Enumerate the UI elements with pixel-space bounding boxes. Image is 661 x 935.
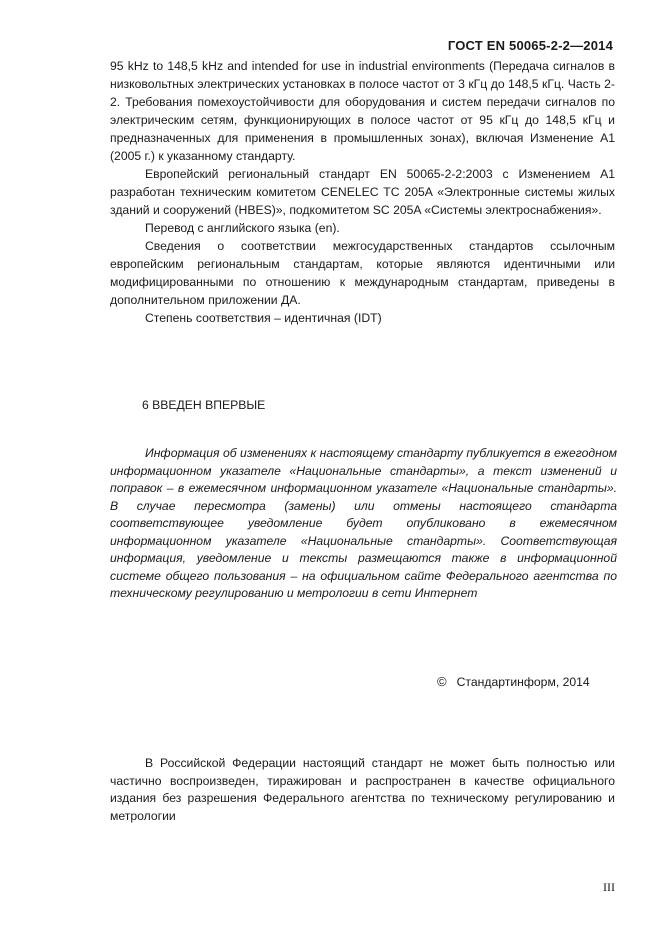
paragraph-translation: Перевод с английского языка (en). <box>145 221 340 235</box>
paragraph-correspondence: Сведения о соответствии межгосударственных стандартов ссылочным европейским региональным стандартам, которые являются идентичными или модифицированными по отношению к международным стандартам, приведены в дополнительном приложении ДА. <box>110 239 615 307</box>
paragraph-degree: Степень соответствия – идентичная (IDT) <box>145 311 382 325</box>
document-header: ГОСТ EN 50065-2-2—2014 <box>447 38 613 53</box>
copyright-text: Стандартинформ, 2014 <box>456 675 590 689</box>
paragraph-title-continuation: 95 kHz to 148,5 kHz and intended for use in industrial environments (Передача сигналов в низковольтных электрических установках в полосе частот от 3 кГц до 148,5 кГц. Часть 2-2. Требования помехоустойчивости для оборудования и систем передачи сигналов по электрическим сетям, функционирующих в полосе частот от 95 кГц до 148,5 кГц и предназначенных для применения в промышленных зонах), включая Изменение A1 (2005 г.) к указанному стандарту. <box>110 59 615 163</box>
rights-notice-text: В Российской Федерации настоящий стандарт не может быть полностью или частично воспроизведен, тиражирован и распространен в качестве официального издания без разрешения Федерального агентства по техническому регулированию и метрологии <box>110 756 615 823</box>
copyright-line <box>437 674 590 689</box>
preface-block <box>110 57 615 327</box>
copyright-icon: © <box>437 674 447 689</box>
info-notice-text: Информация об изменениях к настоящему стандарту публикуется в ежегодном информационном указателе «Национальные стандарты», а текст изменений и поправок – в ежемесячном информационном указателе «Национальные стандарты». В случае пересмотра (замены) или отмены настоящего стандарта соответствующее уведомление будет опубликовано в ежемесячном информационном указателе «Национальные стандарты». Соответствующая информация, уведомление и тексты размещаются также в информационной системе общего пользования – на официальном сайте Федерального агентства по техническому регулированию и метрологии в сети Интернет <box>110 446 617 600</box>
section-6-heading: 6 ВВЕДЕН ВПЕРВЫЕ <box>142 398 266 412</box>
rights-notice <box>110 755 615 825</box>
info-notice <box>110 445 617 603</box>
page-number: III <box>603 880 615 894</box>
paragraph-developer: Европейский региональный стандарт EN 50065-2-2:2003 с Изменением A1 разработан техническим комитетом CENELEC TC 205A «Электронные системы жилых зданий и сооружений (HBES)», подкомитетом SC 205A «Системы электроснабжения». <box>110 167 615 217</box>
